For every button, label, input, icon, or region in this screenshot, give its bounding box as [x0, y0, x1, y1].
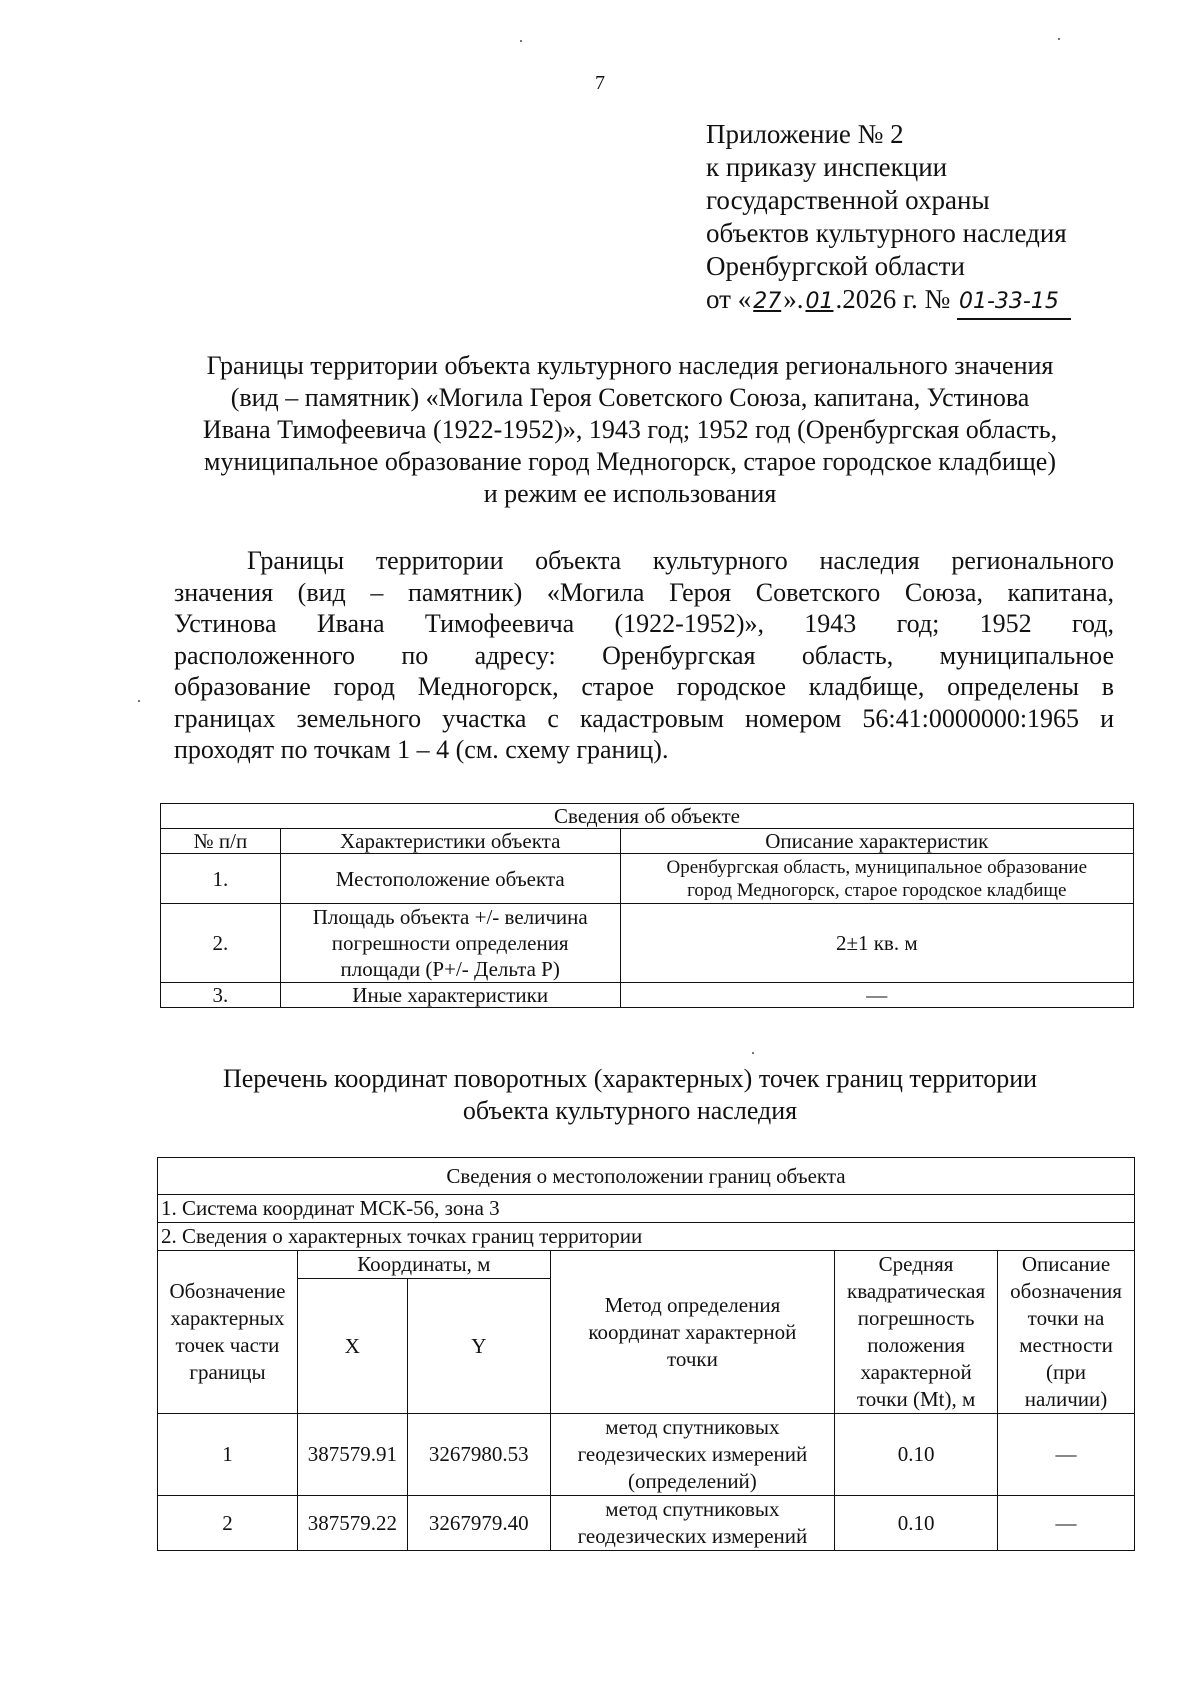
appendix-line: Оренбургской области [706, 251, 965, 281]
header-line: точек части [175, 1333, 280, 1357]
paragraph-line: границах земельного участка с кадастровым номером 56:41:0000000:1965 и [174, 703, 1114, 733]
coord-y: 3267979.40 [407, 1496, 550, 1551]
mt-cell: 0.10 [835, 1414, 998, 1496]
description-line: Оренбургская область, муниципальное образование [666, 856, 1088, 878]
appendix-line: объектов культурного наследия [706, 218, 1067, 248]
handwritten-number: 01-33-15 [957, 285, 1071, 320]
table-caption: Сведения о местоположении границ объекта [158, 1158, 1135, 1195]
appendix-date-line [706, 283, 1176, 320]
paragraph-line: Границы территории объекта культурного наследия регионального [247, 546, 1114, 575]
header-line: местности [1019, 1333, 1113, 1357]
table-row [161, 904, 1134, 983]
points-caption: 2. Сведения о характерных точках границ территории [158, 1223, 1135, 1251]
row-number: 3. [161, 983, 281, 1008]
appendix-line: к приказу инспекции [706, 152, 948, 182]
description-line: город Медногорск, старое городское кладбище [687, 879, 1067, 901]
header-cell: Характеристики объекта [280, 829, 620, 854]
document-title [150, 350, 1110, 510]
date-prefix: от « [706, 284, 752, 314]
row-description [620, 854, 1133, 904]
header-line: координат характерной [588, 1319, 797, 1344]
scan-speck [1058, 38, 1060, 40]
mt-cell: 0.10 [835, 1496, 998, 1551]
paragraph-line: значения (вид – памятник) «Могила Героя Советского Союза, капитана, [174, 577, 1114, 607]
header-method [550, 1251, 834, 1414]
row-characteristic: Иные характеристики [280, 983, 620, 1008]
handwritten-month: 01 [805, 289, 834, 314]
description-cell: — [998, 1414, 1135, 1496]
date-mid: ». [783, 284, 804, 314]
method-line: метод спутниковых [605, 1497, 780, 1521]
header-designation [158, 1251, 298, 1414]
header-line: характерной [860, 1360, 972, 1384]
method-line: (определений) [628, 1469, 757, 1493]
characteristic-line: Площадь объекта +/- величина [312, 905, 588, 929]
row-number: 1. [161, 854, 281, 904]
characteristic-line: площади (Р+/- Дельта Р) [340, 957, 560, 981]
paragraph-line: расположенного по адресу: Оренбургская область, муниципальное [174, 640, 1114, 670]
row-description: — [620, 983, 1133, 1008]
coordinate-system: 1. Система координат МСК-56, зона 3 [158, 1195, 1135, 1223]
scan-speck [520, 40, 522, 42]
row-characteristic: Местоположение объекта [280, 854, 620, 904]
row-characteristic [280, 904, 620, 983]
coord-x: 387579.22 [297, 1496, 407, 1551]
object-info-table [160, 803, 1134, 1008]
coordinates-title-line: Перечень координат поворотных (характерных) точек границ территории [222, 1064, 1038, 1093]
description-cell: — [998, 1496, 1135, 1551]
coordinates-table [157, 1157, 1135, 1551]
row-description: 2±1 кв. м [620, 904, 1133, 983]
paragraph-line: образование город Медногорск, старое городское кладбище, определены в [174, 672, 1114, 701]
table-row [161, 854, 1134, 904]
header-line: границы [189, 1360, 266, 1384]
header-cell: Описание характеристик [620, 829, 1133, 854]
header-y: Y [407, 1279, 550, 1414]
header-line: характерных [170, 1306, 285, 1330]
point-number: 2 [158, 1496, 298, 1551]
header-coordinates: Координаты, м [297, 1251, 550, 1279]
body-paragraph [174, 545, 1114, 766]
coord-y: 3267980.53 [407, 1414, 550, 1496]
header-description [998, 1251, 1135, 1414]
appendix-line: государственной охраны [706, 185, 990, 215]
header-line: точки [666, 1346, 718, 1371]
title-line: (вид – памятник) «Могила Героя Советского Союза, капитана, Устинова [230, 383, 1030, 412]
handwritten-day: 27 [753, 289, 782, 314]
header-line: Обозначение [169, 1279, 286, 1303]
paragraph-line: Устинова Ивана Тимофеевича (1922-1952)», 1943 год; 1952 год, [174, 609, 1114, 638]
title-line: муниципальное образование город Медногорск, старое городское кладбище) [204, 447, 1056, 476]
method-cell [550, 1414, 834, 1496]
title-line: Ивана Тимофеевича (1922-1952)», 1943 год; 1952 год (Оренбургская область, [202, 415, 1058, 444]
coordinates-title [150, 1063, 1110, 1127]
header-line: положения [867, 1333, 965, 1357]
header-line: (при [1046, 1360, 1086, 1384]
appendix-line: Приложение № 2 [706, 119, 904, 149]
header-line: точки (Mt), м [856, 1387, 976, 1411]
appendix-block [706, 118, 1176, 320]
method-cell [550, 1496, 834, 1551]
scan-speck [138, 700, 140, 702]
header-line: погрешность [857, 1306, 975, 1330]
method-line: геодезических измерений [577, 1524, 808, 1548]
header-line: обозначения [1010, 1279, 1122, 1303]
row-number: 2. [161, 904, 281, 983]
table-row [158, 1496, 1135, 1551]
header-error [835, 1251, 998, 1414]
coordinates-title-line: объекта культурного наследия [462, 1096, 798, 1125]
table-row [161, 983, 1134, 1008]
method-line: геодезических измерений [577, 1442, 808, 1466]
header-line: Метод определения [604, 1292, 781, 1317]
date-suffix: .2026 г. № [835, 284, 951, 314]
header-line: квадратическая [847, 1279, 986, 1303]
header-line: Описание [1021, 1252, 1111, 1276]
table-row [158, 1414, 1135, 1496]
characteristic-line: погрешности определения [331, 931, 569, 955]
page-number: 7 [595, 72, 605, 94]
method-line: метод спутниковых [605, 1415, 780, 1439]
header-line: Средняя [878, 1252, 954, 1276]
title-line: Границы территории объекта культурного наследия регионального значения [206, 351, 1054, 380]
title-line: и режим ее использования [483, 479, 777, 508]
paragraph-line: проходят по точкам 1 – 4 (см. схему границ). [174, 735, 669, 764]
header-x: X [297, 1279, 407, 1414]
header-line: точки на [1027, 1306, 1105, 1330]
coord-x: 387579.91 [297, 1414, 407, 1496]
point-number: 1 [158, 1414, 298, 1496]
table-caption: Сведения об объекте [161, 804, 1134, 829]
header-cell: № п/п [161, 829, 281, 854]
scan-speck [752, 1052, 754, 1054]
header-line: наличии) [1024, 1387, 1108, 1411]
